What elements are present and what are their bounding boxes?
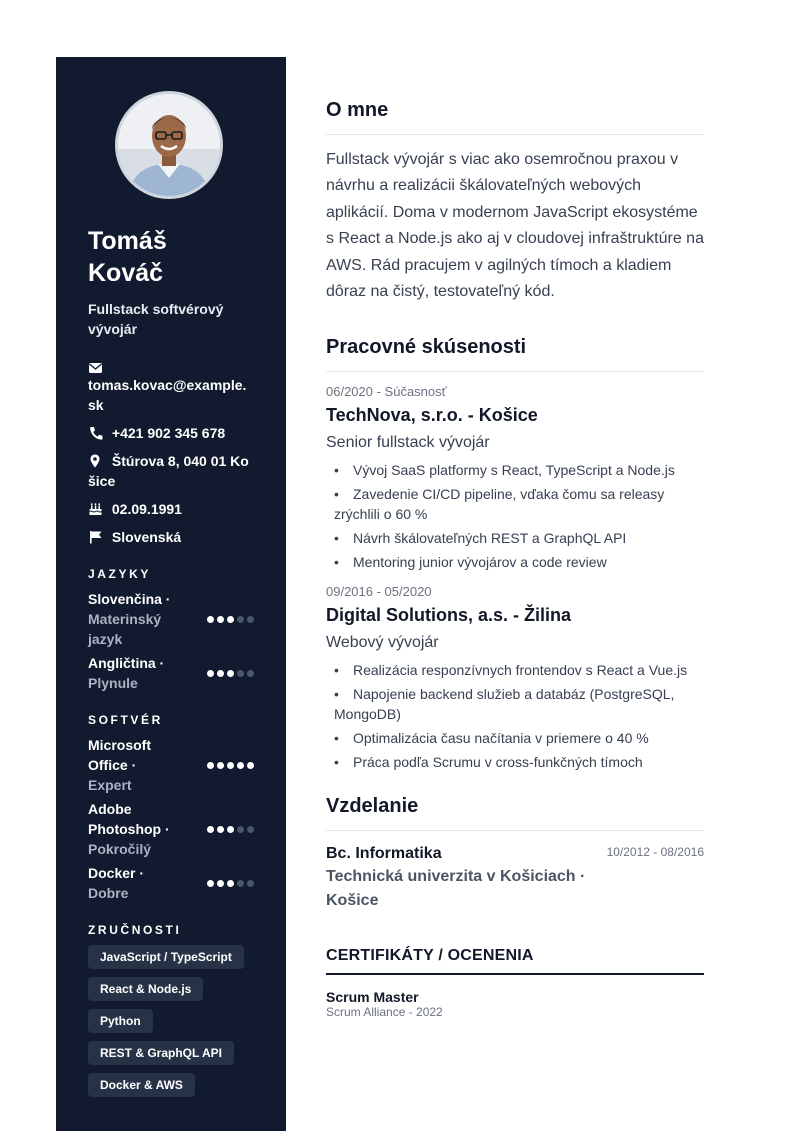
job-company: Digital Solutions, a.s. - Žilina: [326, 605, 572, 626]
birthdate-text: 02.09.1991: [111, 501, 182, 517]
rating-dot-filled: [237, 762, 244, 769]
job-bullet: • Realizácia responzívnych frontendov s React a Vue.js: [326, 660, 704, 680]
rating-dot-filled: [227, 670, 234, 677]
contact-phone[interactable]: [88, 423, 254, 443]
rating-dot-filled: [227, 762, 234, 769]
rating-dot-filled: [247, 762, 254, 769]
nationality-text: Slovenská: [111, 529, 182, 545]
person-name: Tomáš Kováč: [88, 227, 167, 287]
software-heading: SOFTVÉR: [88, 713, 163, 727]
education-heading: Vzdelanie: [326, 792, 704, 831]
rating-dot-empty: [237, 826, 244, 833]
software-list: [88, 735, 254, 903]
map-pin-icon: [88, 454, 104, 468]
person-role: Fullstack softvérový vývojár: [88, 301, 224, 337]
rating-dots: [207, 826, 254, 833]
rating-dot-filled: [207, 826, 214, 833]
job-entry: [326, 584, 704, 772]
contact-address: [88, 451, 254, 491]
education-entry: [326, 843, 704, 865]
rating-dots: [207, 670, 254, 677]
contact-email[interactable]: [88, 361, 254, 415]
rating-dot-filled: [207, 616, 214, 623]
skill-tag: Docker & AWS: [88, 1073, 195, 1097]
software-item: [88, 799, 254, 859]
about-heading: O mne: [326, 96, 704, 135]
job-bullet: • Napojenie backend služieb a databáz (PostgreSQL, MongoDB): [326, 684, 704, 724]
education-school: Technická univerzita v Košiciach · Košice: [326, 868, 586, 910]
rating-dot-empty: [237, 616, 244, 623]
language-name: Slovenčina ·: [88, 591, 171, 607]
rating-dot-filled: [227, 880, 234, 887]
languages-list: [88, 589, 254, 693]
job-bullet: • Mentoring junior vývojárov a code review: [326, 552, 704, 572]
phone-icon: [88, 426, 104, 440]
job-bullet: • Návrh škálovateľných REST a GraphQL API: [326, 528, 704, 548]
job-bullet: • Optimalizácia času načítania v priemere o 40 %: [326, 728, 704, 748]
rating-dot-empty: [247, 826, 254, 833]
rating-dot-filled: [217, 880, 224, 887]
job-position: Senior fullstack vývojár: [326, 434, 490, 452]
job-period: 06/2020 - Súčasnosť: [326, 384, 447, 400]
job-position: Webový vývojár: [326, 634, 439, 652]
rating-dot-filled: [227, 616, 234, 623]
experience-heading: Pracovné skúsenosti: [326, 333, 704, 372]
software-level: Dobre: [88, 885, 129, 901]
software-item: [88, 735, 254, 795]
experience-section: [326, 333, 704, 772]
skill-tag: React & Node.js: [88, 977, 203, 1001]
skill-tag: REST & GraphQL API: [88, 1041, 234, 1065]
email-text: tomas.kovac@example.sk: [88, 377, 247, 413]
rating-dot-filled: [227, 826, 234, 833]
phone-text: +421 902 345 678: [111, 425, 226, 441]
software-level: Expert: [88, 777, 132, 793]
job-entry: [326, 384, 704, 572]
language-item: [88, 653, 254, 693]
software-name: Microsoft Office ·: [88, 737, 151, 773]
job-bullet: • Zavedenie CI/CD pipeline, vďaka čomu sa releasy zrýchlili o 60 %: [326, 484, 704, 524]
skill-tag: JavaScript / TypeScript: [88, 945, 244, 969]
job-period: 09/2016 - 05/2020: [326, 584, 432, 600]
certificate-meta: Scrum Alliance - 2022: [326, 1005, 443, 1020]
software-name: Adobe Photoshop ·: [88, 801, 170, 837]
skills-heading: ZRUČNOSTI: [88, 923, 182, 937]
about-section: [326, 96, 704, 305]
education-section: [326, 792, 704, 913]
job-bullet: • Vývoj SaaS platformy s React, TypeScript a Node.js: [326, 460, 704, 480]
contact-nationality: [88, 527, 254, 547]
software-item: [88, 863, 254, 903]
certificates-heading: CERTIFIKÁTY / OCENENIA: [326, 947, 704, 975]
language-level: Plynule: [88, 675, 138, 691]
language-item: [88, 589, 254, 649]
job-bullets: [326, 460, 704, 572]
profile-photo: [115, 91, 223, 199]
rating-dot-filled: [207, 762, 214, 769]
contact-list: [88, 361, 254, 547]
rating-dot-filled: [207, 880, 214, 887]
job-bullet: • Práca podľa Scrumu v cross-funkčných tímoch: [326, 752, 704, 772]
envelope-icon: [88, 361, 104, 375]
certificate-name: Scrum Master: [326, 989, 419, 1006]
skills-tags: [88, 945, 254, 1097]
job-company: TechNova, s.r.o. - Košice: [326, 405, 538, 426]
rating-dot-filled: [217, 762, 224, 769]
education-degree: Bc. Informatika: [326, 845, 442, 863]
certificates-section: [326, 947, 704, 1019]
rating-dot-filled: [207, 670, 214, 677]
rating-dot-empty: [237, 670, 244, 677]
address-text: Štúrova 8, 040 01 Košice: [88, 453, 249, 489]
languages-heading: JAZYKY: [88, 567, 151, 581]
contact-birthdate: [88, 499, 254, 519]
skill-tag: Python: [88, 1009, 153, 1033]
birthday-cake-icon: [88, 502, 104, 516]
software-name: Docker ·: [88, 865, 145, 881]
language-level: Materinský jazyk: [88, 611, 162, 647]
language-name: Angličtina ·: [88, 655, 165, 671]
rating-dot-filled: [217, 670, 224, 677]
rating-dot-empty: [247, 880, 254, 887]
about-text: Fullstack vývojár s viac ako osemročnou praxou v návrhu a realizácii škálovateľných webových aplikácií. Doma v modernom JavaScript ekosystéme s React a Node.js ako aj v cloudovej infraštruktúre na AWS. Rád pracujem v agilných tímoch a kladiem dôraz na čistý, testovateľný kód.: [326, 151, 704, 301]
job-bullets: [326, 660, 704, 772]
rating-dot-empty: [237, 880, 244, 887]
education-period: 10/2012 - 08/2016: [606, 845, 704, 860]
rating-dot-filled: [217, 616, 224, 623]
rating-dot-empty: [247, 670, 254, 677]
flag-icon: [88, 530, 104, 544]
rating-dots: [207, 616, 254, 623]
software-level: Pokročilý: [88, 841, 152, 857]
sidebar: [56, 57, 286, 1131]
rating-dot-empty: [247, 616, 254, 623]
main-content: [326, 96, 704, 1019]
rating-dot-filled: [217, 826, 224, 833]
rating-dots: [207, 762, 254, 769]
rating-dots: [207, 880, 254, 887]
